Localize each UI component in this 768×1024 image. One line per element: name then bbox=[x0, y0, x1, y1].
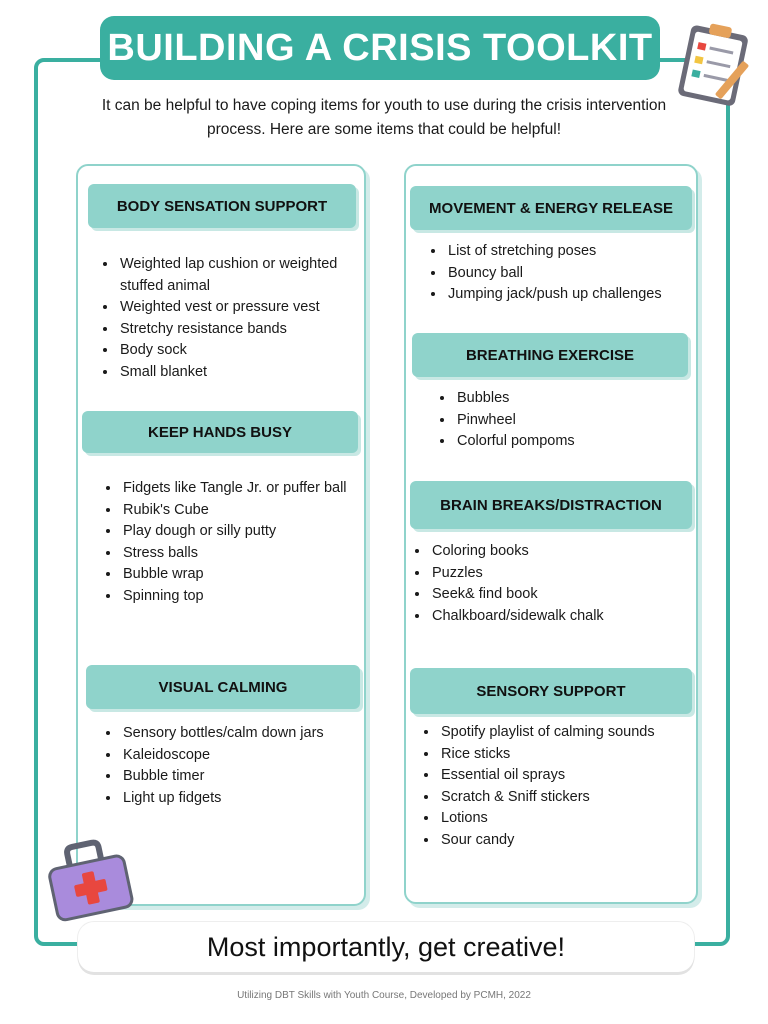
list-item: • Scratch & Sniff stickers bbox=[439, 787, 704, 809]
list-visual-calming bbox=[103, 723, 371, 809]
list-item: • Pinwheel bbox=[455, 410, 695, 432]
list-item: • Bubbles bbox=[455, 388, 695, 410]
list-brain-breaks bbox=[412, 541, 700, 627]
list-item: • Fidgets like Tangle Jr. or puffer ball bbox=[121, 478, 356, 500]
section-header-keep-hands-busy: KEEP HANDS BUSY bbox=[82, 411, 358, 453]
list-item: • Play dough or silly putty bbox=[121, 521, 356, 543]
list-item: • Bouncy ball bbox=[446, 263, 706, 285]
list-item: • Spinning top bbox=[121, 586, 356, 608]
list-item: • Stress balls bbox=[121, 543, 356, 565]
section-header-sensory-support: SENSORY SUPPORT bbox=[410, 668, 692, 714]
list-breathing bbox=[437, 388, 695, 453]
list-item: • Body sock bbox=[118, 340, 366, 362]
list-item: • Jumping jack/push up challenges bbox=[446, 284, 706, 306]
section-header-visual-calming: VISUAL CALMING bbox=[86, 665, 360, 709]
section-header-breathing: BREATHING EXERCISE bbox=[412, 333, 688, 377]
section-header-body-sensation: BODY SENSATION SUPPORT bbox=[88, 184, 356, 228]
list-item: • Colorful pompoms bbox=[455, 431, 695, 453]
list-item: • Small blanket bbox=[118, 362, 366, 384]
list-item: • Seek& find book bbox=[430, 584, 700, 606]
list-item: • Chalkboard/sidewalk chalk bbox=[430, 606, 700, 628]
list-item: • Weighted vest or pressure vest bbox=[118, 297, 366, 319]
page-title: BUILDING A CRISIS TOOLKIT bbox=[107, 26, 653, 69]
left-column bbox=[76, 164, 366, 906]
list-item: • Kaleidoscope bbox=[121, 745, 371, 767]
closing-message-banner bbox=[78, 922, 694, 972]
first-aid-kit-icon bbox=[44, 836, 136, 922]
footer-credit: Utilizing DBT Skills with Youth Course, Developed by PCMH, 2022 bbox=[237, 990, 531, 1001]
title-banner bbox=[100, 16, 660, 80]
section-header-movement: MOVEMENT & ENERGY RELEASE bbox=[410, 186, 692, 230]
list-item: • Essential oil sprays bbox=[439, 765, 704, 787]
clipboard-icon bbox=[670, 20, 760, 112]
list-item: • Bubble timer bbox=[121, 766, 371, 788]
intro-text: It can be helpful to have coping items for youth to use during the crisis intervention process. Here are some items that could be helpful! bbox=[101, 97, 667, 138]
list-item: • Bubble wrap bbox=[121, 564, 356, 586]
list-item: • Weighted lap cushion or weighted stuffed animal bbox=[118, 254, 366, 297]
list-item: • Lotions bbox=[439, 808, 704, 830]
list-item: • Stretchy resistance bands bbox=[118, 319, 366, 341]
list-item: • Sour candy bbox=[439, 830, 704, 852]
section-header-brain-breaks: BRAIN BREAKS/DISTRACTION bbox=[410, 481, 692, 529]
right-column bbox=[404, 164, 698, 904]
list-item: • List of stretching poses bbox=[446, 241, 706, 263]
list-sensory-support bbox=[421, 722, 704, 851]
list-item: • Light up fidgets bbox=[121, 788, 371, 810]
list-item: • Spotify playlist of calming sounds bbox=[439, 722, 704, 744]
list-keep-hands-busy bbox=[103, 478, 356, 607]
list-movement bbox=[428, 241, 706, 306]
list-item: • Rubik's Cube bbox=[121, 500, 356, 522]
closing-message: Most importantly, get creative! bbox=[206, 931, 566, 962]
list-item: • Puzzles bbox=[430, 563, 700, 585]
list-item: • Rice sticks bbox=[439, 744, 704, 766]
list-body-sensation bbox=[100, 254, 366, 383]
list-item: • Sensory bottles/calm down jars bbox=[121, 723, 371, 745]
list-item: • Coloring books bbox=[430, 541, 700, 563]
